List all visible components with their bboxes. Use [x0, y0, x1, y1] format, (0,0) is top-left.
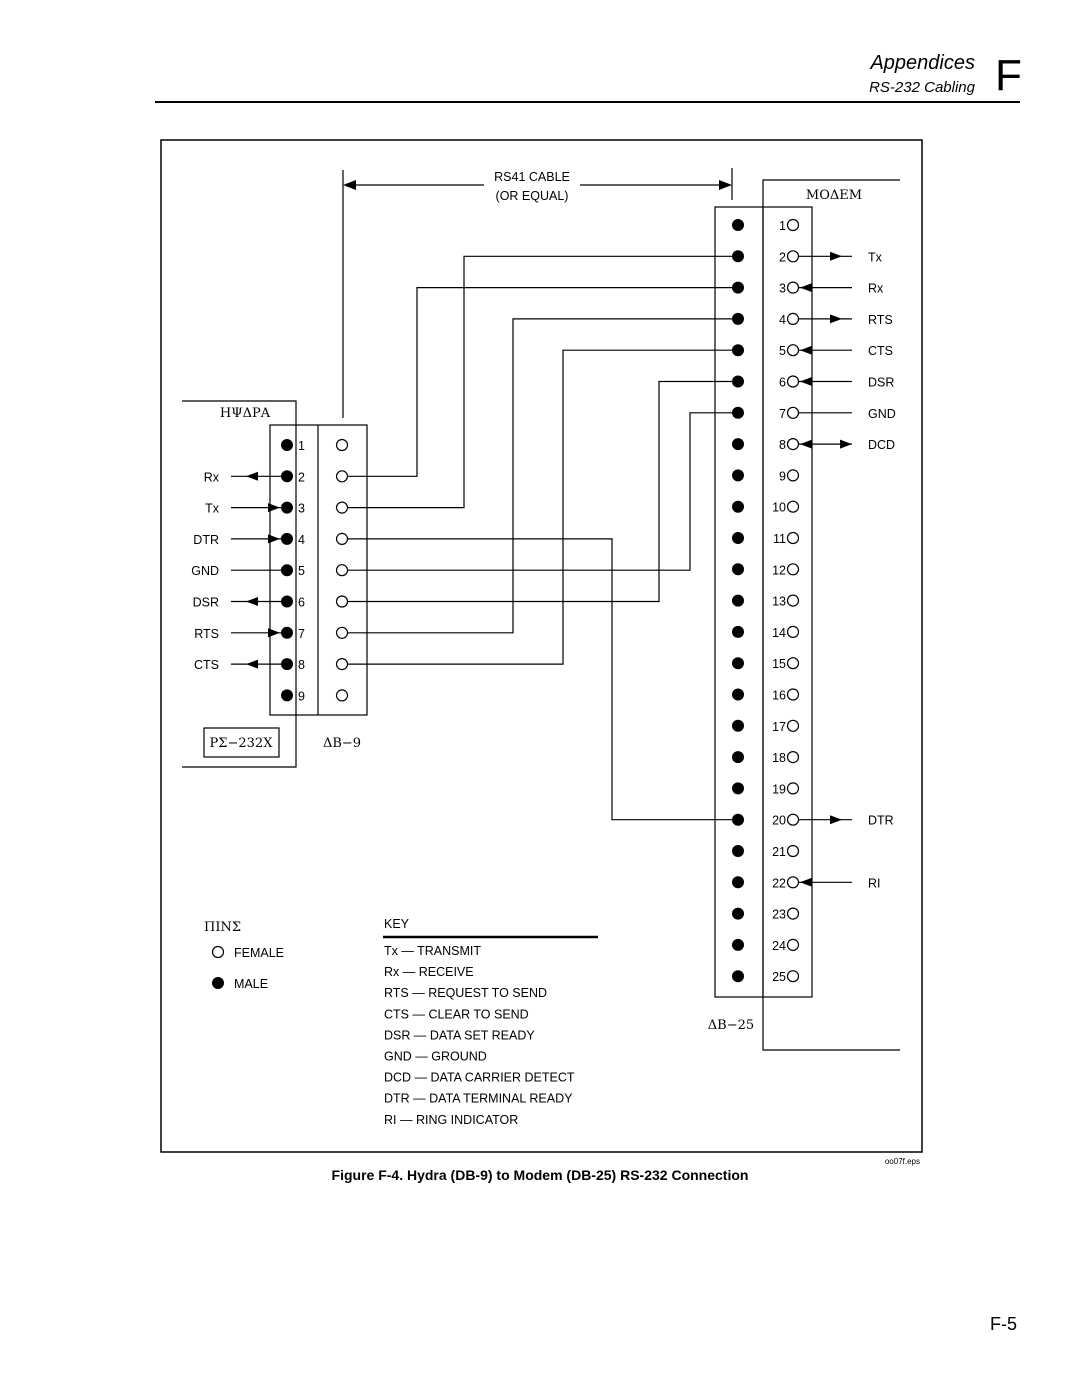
db25-pin-number: 5	[779, 344, 786, 359]
db25-male-pin-8	[732, 438, 744, 450]
db25-male-pin-3	[732, 282, 744, 294]
db25-female-pin-22	[788, 877, 799, 888]
db9-female-pin-5	[337, 565, 348, 576]
db25-male-pin-24	[732, 939, 744, 951]
db9-female-pin-4	[337, 533, 348, 544]
db25-female-pin-10	[788, 501, 799, 512]
header-section-letter: F	[995, 51, 1022, 100]
db25-female-pin-23	[788, 908, 799, 919]
db25-male-pin-22	[732, 876, 744, 888]
db9-signal-arrow-out	[246, 472, 258, 481]
key-item: DCD — DATA CARRIER DETECT	[384, 1070, 575, 1085]
db25-pin-number: 20	[772, 813, 786, 828]
db25-female-pin-8	[788, 439, 799, 450]
db25-male-pin-18	[732, 751, 744, 763]
db25-male-pin-20	[732, 814, 744, 826]
db9-signal-arrow-in	[268, 628, 280, 637]
db9-male-pin-5	[281, 564, 293, 576]
db9-male-pin-7	[281, 627, 293, 639]
key-item: RI — RING INDICATOR	[384, 1112, 519, 1127]
db9-signal-arrow-out	[246, 660, 258, 669]
db25-signal-label: RTS	[868, 312, 893, 327]
db25-signal-arrow-in	[800, 377, 812, 386]
db9-female-pin-6	[337, 596, 348, 607]
db25-connector-label: ΔΒ−25	[707, 1018, 755, 1033]
pins-legend-male: MALE	[234, 977, 269, 991]
key-item: RTS — REQUEST TO SEND	[384, 986, 548, 1001]
db25-pin-number: 16	[772, 688, 786, 703]
db25-pin-number: 11	[773, 532, 786, 546]
db9-signal-arrow-in	[268, 503, 280, 512]
cable-label-line1: RS41 CABLE	[494, 170, 570, 184]
db25-male-pin-6	[732, 376, 744, 388]
db9-female-pin-3	[337, 502, 348, 513]
db25-female-pin-3	[788, 282, 799, 293]
hydra-device-label: ΗΨΔΡΑ	[219, 406, 271, 421]
db25-signal-label: GND	[868, 406, 896, 421]
db25-female-pin-15	[788, 658, 799, 669]
db25-male-pin-1	[732, 219, 744, 231]
db9-pin-number: 9	[298, 689, 305, 704]
rs232-port-label: ΡΣ−232Χ	[209, 736, 273, 751]
key-item: CTS — CLEAR TO SEND	[384, 1007, 529, 1022]
figure-caption: Figure F-4. Hydra (DB-9) to Modem (DB-25) RS-232 Connection	[331, 1167, 749, 1183]
db25-male-pin-16	[732, 689, 744, 701]
db25-male-pin-9	[732, 469, 744, 481]
pins-legend-female: FEMALE	[234, 946, 285, 960]
db25-female-pin-11	[788, 533, 799, 544]
db9-pin-number: 6	[298, 595, 305, 610]
db25-pin-number: 24	[772, 938, 786, 953]
db9-signal-label: DSR	[192, 595, 219, 610]
db9-signal-label: GND	[191, 564, 219, 579]
db25-pin-number: 25	[772, 970, 786, 985]
db25-male-pin-2	[732, 250, 744, 262]
db25-signal-label: CTS	[868, 344, 893, 359]
db9-signal-label: RTS	[194, 626, 219, 641]
db25-male-pin-15	[732, 657, 744, 669]
key-item: GND — GROUND	[384, 1049, 487, 1064]
db9-male-pin-4	[281, 533, 293, 545]
db25-signal-label: Tx	[868, 250, 882, 265]
db25-pin-number: 2	[779, 250, 786, 265]
db25-male-pin-17	[732, 720, 744, 732]
db25-signal-label: DTR	[868, 813, 894, 828]
db25-female-pin-14	[788, 626, 799, 637]
header-title: Appendices	[870, 52, 975, 74]
db25-signal-arrow-in	[800, 283, 812, 292]
db25-pin-number: 3	[779, 281, 786, 296]
hydra-device-outline	[182, 401, 296, 767]
db25-signal-label: Rx	[868, 281, 884, 296]
db25-female-pin-17	[788, 720, 799, 731]
db25-male-pin-12	[732, 563, 744, 575]
cable-label-line2: (OR EQUAL)	[495, 189, 569, 203]
modem-device-label: ΜΟΔΕΜ	[805, 188, 863, 203]
db25-female-pin-24	[788, 939, 799, 950]
db25-male-pin-5	[732, 344, 744, 356]
db25-signal-label: RI	[868, 876, 881, 891]
db9-pin-number: 4	[298, 532, 305, 547]
db9-signal-label: Rx	[203, 470, 219, 485]
female-pin-icon	[213, 947, 224, 958]
db25-female-pin-13	[788, 595, 799, 606]
header-subtitle: RS-232 Cabling	[869, 79, 975, 96]
db25-pin-number: 8	[779, 438, 786, 453]
db9-pin-number: 7	[298, 626, 305, 641]
db25-male-pin-14	[732, 626, 744, 638]
db25-signal-label: DCD	[868, 438, 896, 453]
db9-female-pin-2	[337, 471, 348, 482]
db25-male-pin-11	[732, 532, 744, 544]
db25-female-pin-1	[788, 220, 799, 231]
file-tag: oo07f.eps	[884, 1157, 920, 1166]
db25-male-pin-19	[732, 782, 744, 794]
db25-pin-number: 17	[772, 719, 786, 734]
db9-female-pin-8	[337, 659, 348, 670]
db9-female-pin-1	[337, 440, 348, 451]
key-item: DTR — DATA TERMINAL READY	[384, 1091, 573, 1106]
db25-pin-number: 19	[772, 782, 786, 797]
db25-female-pin-25	[788, 971, 799, 982]
db25-pin-number: 9	[779, 469, 786, 484]
db25-pin-number: 13	[772, 594, 786, 609]
db9-female-pin-9	[337, 690, 348, 701]
db25-signal-label: DSR	[868, 375, 895, 390]
db25-female-pin-6	[788, 376, 799, 387]
db9-male-pin-2	[281, 470, 293, 482]
wire-db9-5-to-db25-7	[348, 413, 732, 570]
key-item: DSR — DATA SET READY	[384, 1028, 535, 1043]
db25-pin-number: 14	[772, 625, 786, 640]
key-item: Tx — TRANSMIT	[384, 944, 481, 958]
db25-pin-number: 7	[779, 406, 786, 421]
db25-female-pin-18	[788, 752, 799, 763]
db25-female-pin-9	[788, 470, 799, 481]
db25-male-pin-25	[732, 970, 744, 982]
db25-female-pin-21	[788, 846, 799, 857]
db25-pin-number: 21	[772, 845, 786, 859]
db25-male-pin-10	[732, 501, 744, 513]
db25-female-pin-5	[788, 345, 799, 356]
cable-span-arrow-left	[343, 180, 356, 190]
db25-male-pin-23	[732, 908, 744, 920]
db25-signal-arrow-out	[830, 314, 842, 323]
db9-pin-number: 2	[298, 470, 305, 485]
db9-female-pin-7	[337, 627, 348, 638]
db9-pin-number: 3	[298, 501, 305, 516]
db9-signal-label: Tx	[205, 501, 219, 516]
db25-female-pin-20	[788, 814, 799, 825]
db25-pin-number: 12	[772, 563, 786, 578]
db25-signal-arrow-in	[800, 440, 812, 449]
db25-pin-number: 23	[772, 907, 786, 922]
db25-signal-arrow-in	[800, 346, 812, 355]
db25-female-pin-12	[788, 564, 799, 575]
db9-male-pin-8	[281, 658, 293, 670]
pins-legend-title: ΠΙΝΣ	[204, 920, 242, 935]
db9-pin-number: 8	[298, 658, 305, 673]
wire-db9-4-to-db25-20	[348, 539, 732, 820]
db25-female-pin-4	[788, 313, 799, 324]
db25-male-pin-21	[732, 845, 744, 857]
db9-signal-label: CTS	[194, 658, 219, 673]
key-title: KEY	[384, 917, 410, 931]
db25-female-pin-2	[788, 251, 799, 262]
cable-span-arrow-right	[719, 180, 732, 190]
db9-connector-label: ΔΒ−9	[322, 736, 362, 751]
db25-male-pin-4	[732, 313, 744, 325]
db25-female-pin-19	[788, 783, 799, 794]
db25-signal-arrow-out	[830, 815, 842, 824]
db25-pin-number: 4	[779, 312, 786, 327]
db25-female-pin-7	[788, 407, 799, 418]
db9-signal-label: DTR	[193, 532, 219, 547]
db9-male-pin-6	[281, 596, 293, 608]
wire-db9-6-to-db25-6	[348, 382, 732, 602]
db25-signal-arrow-in	[800, 878, 812, 887]
key-item: Rx — RECEIVE	[384, 965, 474, 980]
db9-signal-arrow-in	[268, 534, 280, 543]
db9-pin-number: 1	[298, 439, 305, 453]
db25-pin-number: 22	[772, 876, 786, 891]
db25-signal-arrow-out	[830, 252, 842, 261]
db25-male-pin-7	[732, 407, 744, 419]
db9-pin-number: 5	[298, 564, 305, 579]
db25-signal-arrow-out	[840, 440, 852, 449]
db25-male-pin-13	[732, 595, 744, 607]
male-pin-icon	[212, 977, 224, 989]
db9-male-pin-9	[281, 689, 293, 701]
db9-male-pin-3	[281, 502, 293, 514]
db25-pin-number: 1	[779, 219, 786, 233]
db25-pin-number: 18	[772, 751, 786, 766]
db9-signal-arrow-out	[246, 597, 258, 606]
db25-pin-number: 10	[772, 500, 786, 515]
db9-male-pin-1	[281, 439, 293, 451]
db25-pin-number: 6	[779, 375, 786, 390]
db25-pin-number: 15	[772, 657, 786, 672]
page-number: F-5	[990, 1314, 1017, 1334]
db25-female-pin-16	[788, 689, 799, 700]
